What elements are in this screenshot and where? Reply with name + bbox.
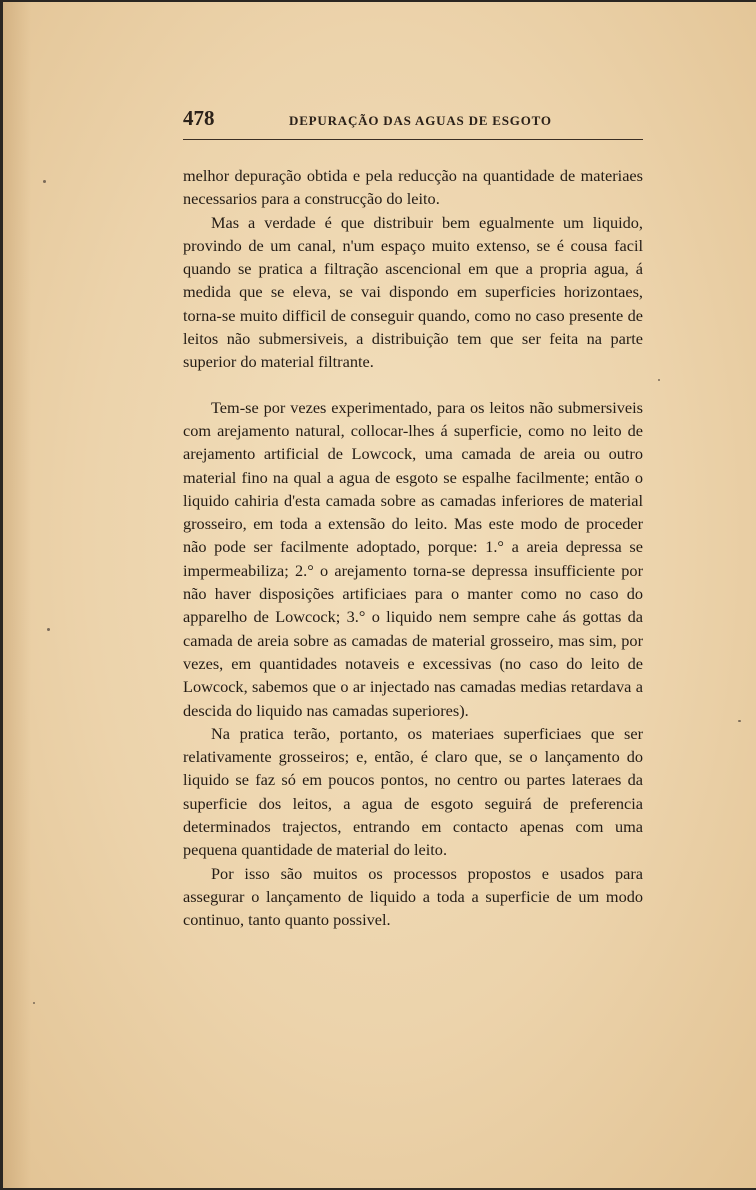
paragraph-1: melhor depuração obtida e pela reducção na quantidade de materiaes necessarios para a construcção do leito. (183, 166, 643, 209)
page-header (183, 106, 643, 136)
paragraph-3: Tem-se por vezes experimentado, para os leitos não submersiveis com arejamento natural, collocar-lhes á superficie, como no leito de arejamento artificial de Lowcock, uma camada de areia ou outro material fino na qual a agua de esgoto se espalhe facilmente; então o liquido cahiria d'esta camada sobre as camadas inferiores de material grosseiro, em toda a extensão do leito. Mas este modo de proceder não pode ser facilmente adoptado, porque: 1.° a areia depressa se impermeabiliza; 2.° o arejamento torna-se depressa insufficiente por não haver disposições artificiaes para o manter como no caso do apparelho de Lowcock; 3.° o liquido nem sempre cahe ás gottas da camada de areia sobre as camadas de material grosseiro, mas sim, por vezes, em quantidades notaveis e excessivas (no caso do leito de Lowcock, sabemos que o ar injectado nas camadas medias retardava a descida do liquido nas camadas superiores). (183, 397, 643, 720)
header-rule (183, 139, 643, 140)
paragraph-5: Por isso são muitos os processos propostos e usados para assegurar o lançamento de liquido a toda a superficie de um modo continuo, tanto quanto possivel. (183, 863, 643, 930)
page-number: 478 (183, 106, 215, 130)
paragraph-4: Na pratica terão, portanto, os materiaes superficiaes que ser relativamente grosseiros; e, então, é claro que, se o lançamento do liquido se faz só em poucos pontos, no centro ou partes lateraes da superficie dos leitos, a agua de esgoto seguirá de preferencia determinados trajectos, entrando em contacto apenas com uma pequena quantidade de material do leito. (183, 723, 643, 860)
paper-speck (33, 1002, 35, 1004)
running-head: DEPURAÇÃO DAS AGUAS DE ESGOTO (289, 113, 552, 128)
body-text (183, 164, 643, 932)
paper-speck (47, 628, 50, 631)
paper-speck (43, 180, 46, 183)
paragraph-gap (183, 374, 643, 396)
paragraph-2: Mas a verdade é que distribuir bem egualmente um liquido, provindo de um canal, n'um espaço muito extenso, se é cousa facil quando se pratica a filtração ascencional em que a propria agua, á medida que se eleva, se vai dispondo em superficies horizontaes, torna-se muito difficil de conseguir quando, como no caso presente de leitos não submersiveis, a distribuição tem que ser feita na parte superior do material filtrante. (183, 212, 643, 372)
paper-speck (738, 720, 741, 722)
paper-speck (658, 379, 660, 381)
book-page (3, 2, 756, 1188)
